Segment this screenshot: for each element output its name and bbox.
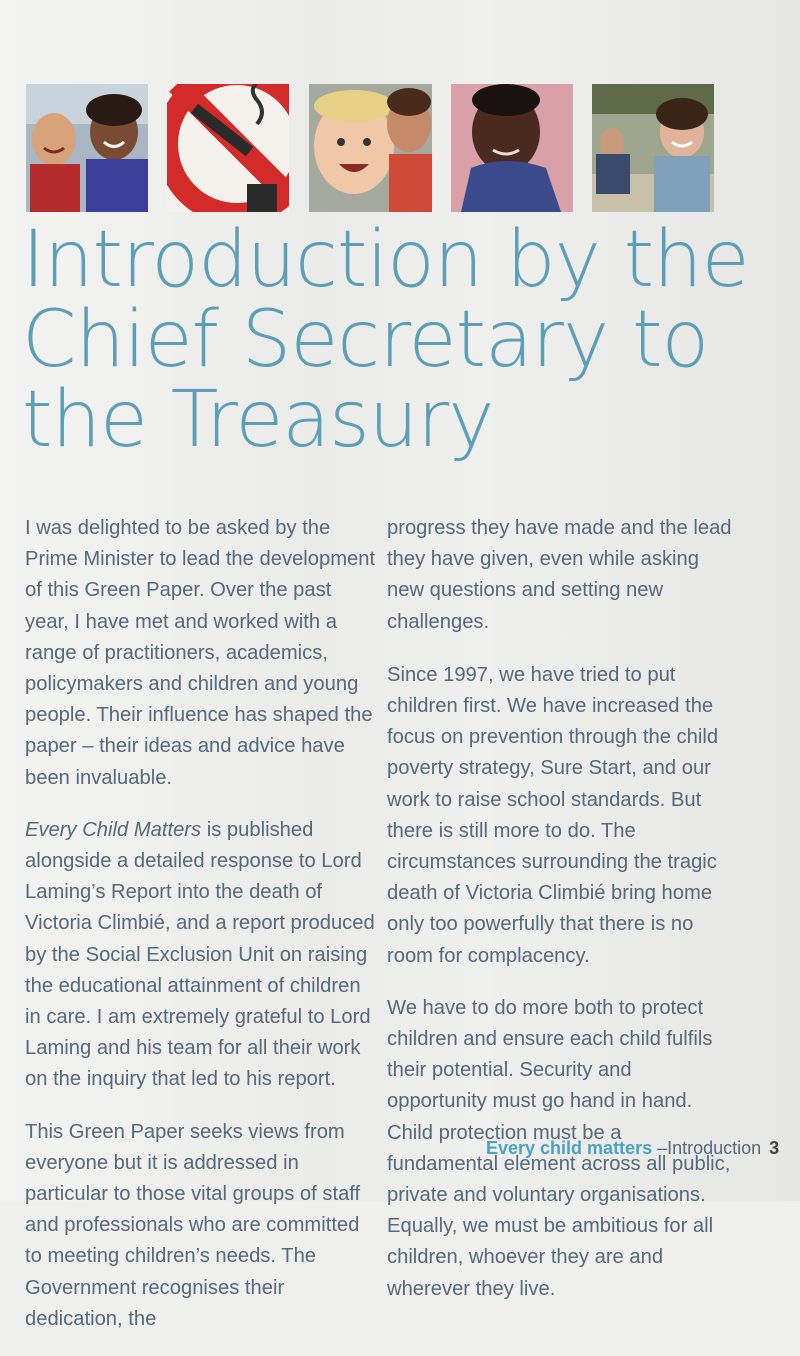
paragraph-progress: progress they have made and the lead they have given, even while asking new questions and setting new challenges. [387,517,732,633]
photo-smiling-children [26,84,148,212]
photo-no-smoking-sign [167,84,289,212]
left-column [25,513,380,1356]
photo-laughing-baby [309,84,432,212]
title-line-3: the Treasury [22,375,494,465]
right-column [387,513,732,1326]
paragraph-green-paper-views: This Green Paper seeks views from everyone but it is addressed in particular to those vital groups of staff and professionals who are committed to meeting children’s needs. The Government recognises their dedication, the [25,1120,361,1330]
paragraph-delighted: I was delighted to be asked by the Prime Minister to lead the development of this Green Paper. Over the past year, I have met and worked with a range of practitioners, academics, policymakers and children and young people. Their influence has shaped the paper – their ideas and advice have been invaluable. [25,517,376,789]
photo-boy-looking-down [451,84,573,212]
photo-girl-outdoors [592,84,714,212]
title-line-2: Chief Secretary to [22,295,709,385]
paragraph-since-1997: Since 1997, we have tried to put children first. We have increased the focus on prevention through the child poverty strategy, Sure Start, and our work to raise school standards. But there is still more to do. The circumstances surrounding the tragic death of Victoria Climbié bring home only too powerfully that there is no room for complacency. [387,663,719,967]
page-title [22,215,749,465]
page-footer [486,1138,779,1159]
footer-section: –Introduction [652,1138,762,1158]
publication-title: Every Child Matters [25,818,202,841]
paragraph-every-child-matters [25,815,380,1096]
title-line-1: Introduction by the [22,215,749,305]
paragraph-protect-children: We have to do more both to protect children and ensure each child fulfils their potential. Security and opportunity must go hand in hand. Child protection must be a fundamental element across all public, private and voluntary organisations. Equally, we must be ambitious for all children, whoever they are and wherever they live. [387,996,731,1300]
photo-strip [26,84,716,214]
footer-brand: Every child matters [486,1138,653,1158]
page-number: 3 [769,1138,780,1158]
paragraph-published-text: is published alongside a detailed response to Lord Laming’s Report into the death of Victoria Climbié, and a report produced by the Social Exclusion Unit on raising the educational attainment of children in care. I am extremely grateful to Lord Laming and his team for all their work on the inquiry that led to his report. [25,818,375,1091]
